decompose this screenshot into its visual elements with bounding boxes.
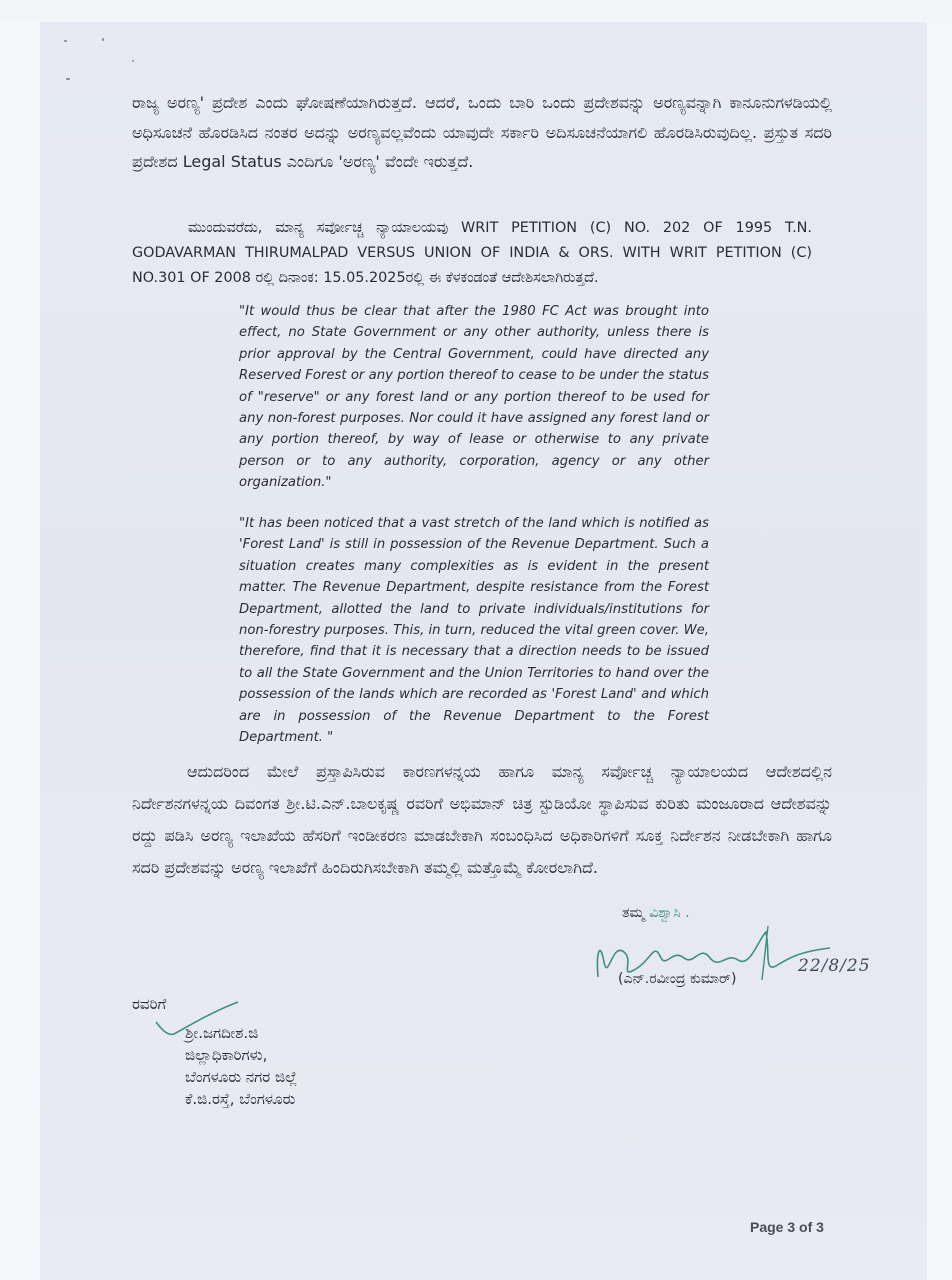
scan-speck — [102, 38, 104, 41]
paragraph-court-order-text: ಮುಂದುವರೆದು, ಮಾನ್ಯ ಸರ್ವೋಚ್ಚ ನ್ಯಾಯಾಲಯವು WRIT PETITION (C) NO. 202 OF 1995 T.N. GODAVARMAN THIRUMALPAD VERSUS UNION OF INDIA & ORS. WITH WRIT PETITION (C) NO.301 OF 2008 ರಲ್ಲಿ ದಿನಾಂಕ: 15.05.2025ರಲ್ಲಿ ಈ ಕೆಳಕಂಡಂತೆ ಆದೇಶಿಸಲಾಗಿರುತ್ತದೆ. — [132, 220, 812, 286]
signoff-prefix: ತಮ್ಮ — [622, 905, 645, 921]
addressee-label: ರವರಿಗೆ — [132, 995, 167, 1013]
photo-top-edge — [0, 0, 952, 23]
addressee-line: ಜಿಲ್ಲಾಧಿಕಾರಿಗಳು, — [185, 1046, 268, 1064]
signoff-handwritten: ವಿಶ್ವಾಸಿ . — [649, 905, 690, 921]
court-quote-2: "It has been noticed that a vast stretch of the land which is notified as 'Forest Land' is still in possession of the Revenue Department. Such a situation creates many complexities as is evident in the present matter. The Revenue Department, despite resistance from the Forest Department, allotted the land to private individuals/institutions for non-forestry purposes. This, in turn, reduced the vital green cover. We, therefore, find that it is necessary that a direction needs to be issued to all the State Government and the Union Territories to hand over the possession of the lands which are recorded as 'Forest Land' and which are in possession of the Revenue Department to the Forest Department. " — [239, 516, 709, 746]
photo-left-margin — [0, 22, 40, 1280]
photo-right-margin — [927, 22, 952, 1280]
addressee-line: ಶ್ರೀ.ಜಗದೀಶ.ಜಿ — [185, 1024, 259, 1042]
signature-date: 22/8/25 — [798, 956, 871, 976]
addressee-block — [185, 1022, 297, 1110]
signatory-name: (ಎನ್.ರವೀಂದ್ರ ಕುಮಾರ್) — [618, 971, 737, 987]
scan-speck — [66, 78, 70, 80]
paragraph-court-order — [132, 216, 812, 291]
addressee-line: ಬೆಂಗಳೂರು ನಗರ ಜಿಲ್ಲೆ — [185, 1068, 298, 1086]
scan-speck — [64, 40, 67, 42]
paragraph-indent — [132, 220, 188, 236]
signoff — [622, 902, 690, 924]
letter-page — [40, 22, 927, 1280]
addressee-line: ಕೆ.ಜಿ.ರಸ್ತೆ, ಬೆಂಗಳೂರು — [185, 1090, 296, 1108]
paragraph-indent — [132, 762, 187, 781]
scan-speck — [132, 60, 134, 62]
court-quote-1: "It would thus be clear that after the 1980 FC Act was brought into effect, no State Government or any other authority, unless there is prior approval by the Central Government, could have directed any Reserved Forest or any portion thereof to cease to be under the status of "reserve" or any forest land or any portion thereof to be used for any non-forest purposes. Nor could it have assigned any forest land or any portion thereof, by way of lease or otherwise to any private person or to any authority, corporation, agency or any other organization." — [239, 304, 709, 491]
page-number: Page 3 of 3 — [750, 1219, 824, 1235]
paragraph-legal-status: ರಾಜ್ಯ ಅರಣ್ಯ' ಪ್ರದೇಶ ಎಂದು ಘೋಷಣೆಯಾಗಿರುತ್ತದೆ. ಆದರೆ, ಒಂದು ಬಾರಿ ಒಂದು ಪ್ರದೇಶವನ್ನು ಅರಣ್ಯವನ್ನಾಗಿ ಕಾನೂನುಗಳಡಿಯಲ್ಲಿ ಅಧಿಸೂಚನೆ ಹೊರಡಿಸಿದ ನಂತರ ಅದನ್ನು ಅರಣ್ಯವಲ್ಲವೆಂದು ಯಾವುದೇ ಸರ್ಕಾರಿ ಅದಿಸೂಚನೆಯಾಗಲಿ ಹೊರಡಿಸಿರುವುದಿಲ್ಲ. ಪ್ರಸ್ತುತ ಸದರಿ ಪ್ರದೇಶದ Legal Status ಎಂದಿಗೂ 'ಅರಣ್ಯ' ವೆಂದೇ ಇರುತ್ತದೆ. — [132, 93, 832, 171]
paragraph-request-text: ಆದುದರಿಂದ ಮೇಲೆ ಪ್ರಸ್ತಾಪಿಸಿರುವ ಕಾರಣಗಳನ್ನಯ ಹಾಗೂ ಮಾನ್ಯ ಸರ್ವೋಚ್ಚ ನ್ಯಾಯಾಲಯದ ಆದೇಶದಲ್ಲಿನ ನಿರ್ದೇಶನಗಳನ್ನಯ ದಿವಂಗತ ಶ್ರೀ.ಟಿ.ಎನ್.ಬಾಲಕೃಷ್ಣ ರವರಿಗೆ ಅಭಿಮಾನ್ ಚಿತ್ರ ಸ್ಟುಡಿಯೋ ಸ್ಥಾಪಿಸುವ ಕುರಿತು ಮಂಜೂರಾದ ಆದೇಶವನ್ನು ರದ್ದು ಪಡಿಸಿ ಅರಣ್ಯ ಇಲಾಖೆಯ ಹೆಸರಿಗೆ ಇಂಡೀಕರಣ ಮಾಡಬೇಕಾಗಿ ಸಂಬಂಧಿಸಿದ ಅಧಿಕಾರಿಗಳಿಗೆ ಸೂಕ್ತ ನಿರ್ದೇಶನ ನೀಡಬೇಕಾಗಿ ಹಾಗೂ ಸದರಿ ಪ್ರದೇಶವನ್ನು ಅರಣ್ಯ ಇಲಾಖೆಗೆ ಹಿಂದಿರುಗಿಸಬೇಕಾಗಿ ತಮ್ಮಲ್ಲಿ ಮತ್ತೊಮ್ಮೆ ಕೋರಲಾಗಿದೆ. — [132, 762, 832, 877]
paragraph-request — [132, 756, 832, 884]
